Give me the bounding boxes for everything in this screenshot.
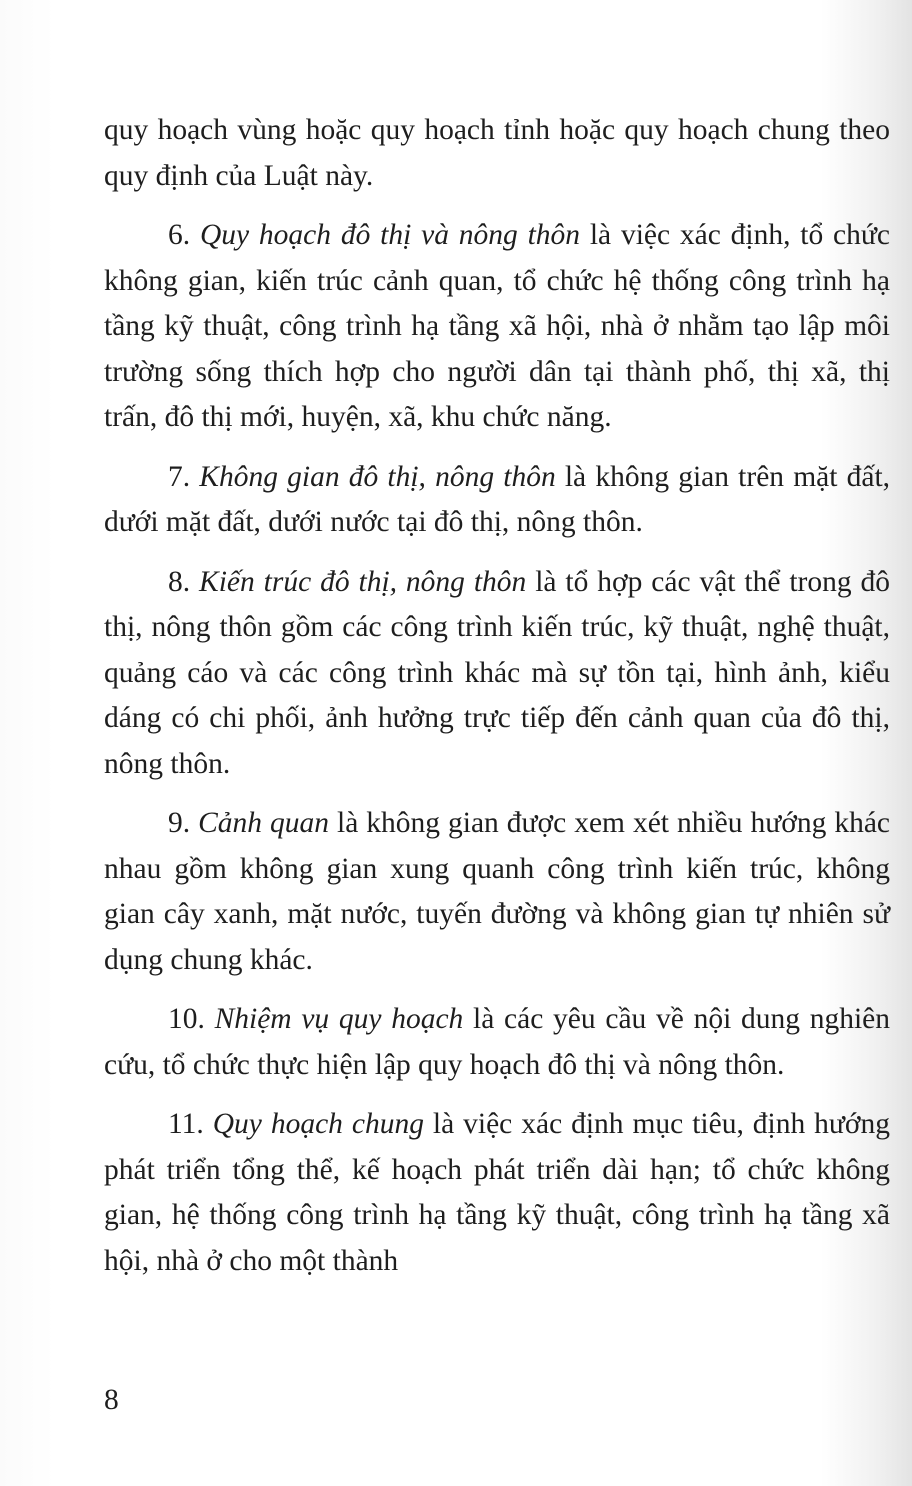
- paragraph-text: là tổ hợp các vật thể trong đô thị, nông thôn gồm các công trình kiến trúc, kỹ thuật, nghệ thuật, quảng cáo và các công trình khác mà sự tồn tại, hình ảnh, kiểu dáng có chi phối, ảnh hưởng trực tiếp đến cảnh quan của đô thị, nông thôn.: [104, 565, 891, 780]
- paragraph-continued: [104, 108, 890, 199]
- paragraph-10: [104, 997, 890, 1088]
- defined-term: Quy hoạch đô thị và nông thôn: [199, 219, 581, 251]
- paragraph-6: [104, 213, 890, 441]
- defined-term: Quy hoạch chung: [212, 1108, 424, 1140]
- defined-term: Kiến trúc đô thị, nông thôn: [199, 565, 527, 598]
- paragraph-9: [104, 801, 890, 983]
- paragraph-text: là không gian được xem xét nhiều hướng khác nhau gồm không gian xung quanh công trình kiến trúc, không gian cây xanh, mặt nước, tuyến đường và không gian tự nhiên sử dụng chung khác.: [104, 807, 891, 976]
- paragraph-number: 11.: [168, 1108, 213, 1140]
- defined-term: Cảnh quan: [198, 807, 330, 839]
- paragraph-7: [104, 455, 890, 546]
- paragraph-text: là việc xác định, tổ chức không gian, kiến trúc cảnh quan, tổ chức hệ thống công trình hạ tầng kỹ thuật, công trình hạ tầng xã hội, nhà ở nhằm tạo lập môi trường sống thích hợp cho người dân tại thành phố, thị xã, thị trấn, đô thị mới, huyện, xã, khu chức năng.: [104, 219, 890, 433]
- paragraph-8: [104, 560, 890, 788]
- paragraph-number: 10.: [168, 1003, 215, 1035]
- paragraph-number: 7.: [168, 460, 200, 493]
- paragraph-text: là các yêu cầu về nội dung nghiên cứu, tổ chức thực hiện lập quy hoạch đô thị và nông thôn.: [104, 1003, 890, 1081]
- defined-term: Nhiệm vụ quy hoạch: [214, 1003, 464, 1035]
- defined-term: Không gian đô thị, nông thôn: [199, 460, 556, 493]
- body-text: [104, 108, 890, 1298]
- paragraph-text: là không gian trên mặt đất, dưới mặt đất, dưới nước tại đô thị, nông thôn.: [104, 460, 891, 538]
- page-number: 8: [104, 1384, 119, 1416]
- paragraph-number: 8.: [168, 565, 200, 598]
- paragraph-11: [104, 1102, 890, 1284]
- paragraph-number: 9.: [168, 807, 199, 839]
- paragraph-text: quy hoạch vùng hoặc quy hoạch tỉnh hoặc quy hoạch chung theo quy định của Luật này.: [104, 114, 890, 192]
- paragraph-number: 6.: [168, 219, 200, 251]
- paragraph-text: là việc xác định mục tiêu, định hướng phát triển tổng thể, kế hoạch phát triển dài hạn; tổ chức không gian, hệ thống công trình hạ tầng kỹ thuật, công trình hạ tầng xã hội, nhà ở cho một thành: [104, 1108, 891, 1277]
